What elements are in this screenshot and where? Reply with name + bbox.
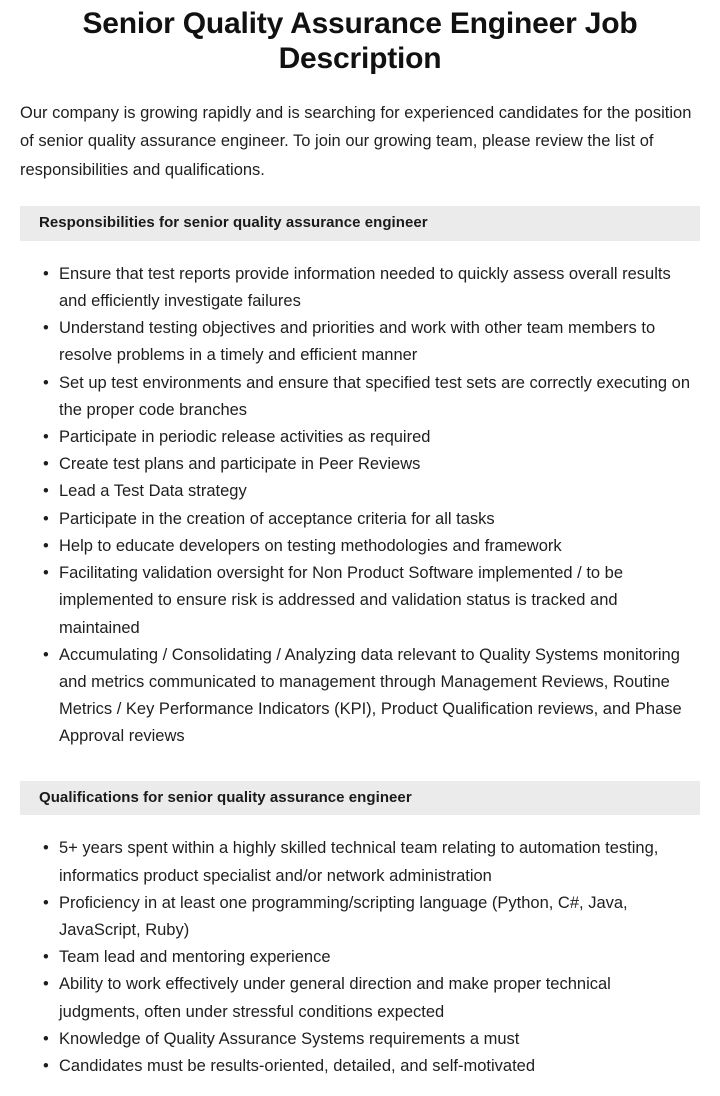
bullet-dot-icon: •: [43, 975, 49, 994]
bullet-dot-icon: •: [43, 482, 49, 501]
list-item: [43, 971, 692, 1025]
list-item-text: Ensure that test reports provide information needed to quickly assess overall results and efficiently investigate failures: [59, 264, 671, 310]
bullet-dot-icon: •: [43, 373, 49, 392]
bullet-dot-icon: •: [43, 319, 49, 338]
list-item-text: Ability to work effectively under general direction and make proper technical judgments, often under stressful conditions expected: [59, 975, 611, 1021]
list-item: [43, 890, 692, 944]
section-header-qualifications: Qualifications for senior quality assurance engineer: [20, 781, 700, 816]
list-item-text: Set up test environments and ensure that specified test sets are correctly executing on the proper code branches: [59, 373, 691, 419]
bullet-dot-icon: •: [43, 536, 49, 555]
list-item-text: Participate in the creation of acceptance criteria for all tasks: [59, 509, 495, 528]
list-item: [43, 315, 692, 369]
list-item: [43, 944, 692, 971]
bullet-dot-icon: •: [43, 948, 49, 967]
list-item: [43, 451, 692, 478]
qualifications-list: [0, 835, 720, 1080]
list-item-text: Candidates must be results-oriented, detailed, and self-motivated: [59, 1057, 536, 1076]
list-item-text: 5+ years spent within a highly skilled technical team relating to automation testing, informatics product specialist and/or network administration: [59, 839, 659, 885]
page-title: Senior Quality Assurance Engineer Job Description: [82, 7, 638, 76]
list-item: [43, 424, 692, 451]
bullet-dot-icon: •: [43, 839, 49, 858]
list-item-text: Create test plans and participate in Peer Reviews: [59, 455, 421, 474]
section-header-responsibilities: Responsibilities for senior quality assurance engineer: [20, 206, 700, 241]
intro-paragraph: Our company is growing rapidly and is searching for experienced candidates for the position of senior quality assurance engineer. To join our growing team, please review the list of responsibilities and qualifications.: [20, 103, 692, 179]
bullet-dot-icon: •: [43, 645, 49, 664]
page-bottom-spacer: [0, 1080, 720, 1096]
list-item: [43, 533, 692, 560]
list-item-text: Help to educate developers on testing methodologies and framework: [59, 536, 562, 555]
bullet-dot-icon: •: [43, 1057, 49, 1076]
list-item-text: Team lead and mentoring experience: [59, 948, 331, 967]
bullet-dot-icon: •: [43, 264, 49, 283]
list-item-text: Knowledge of Quality Assurance Systems requirements a must: [59, 1029, 520, 1048]
bullet-dot-icon: •: [43, 564, 49, 583]
list-item-text: Understand testing objectives and priorities and work with other team members to resolve problems in a timely and efficient manner: [59, 319, 656, 365]
bullet-dot-icon: •: [43, 509, 49, 528]
list-item: [43, 835, 692, 889]
list-item: [43, 478, 692, 505]
section-body-responsibilities: [0, 241, 720, 751]
list-item-text: Participate in periodic release activities as required: [59, 427, 431, 446]
list-item: [43, 370, 692, 424]
bullet-dot-icon: •: [43, 1029, 49, 1048]
bullet-dot-icon: •: [43, 893, 49, 912]
section-body-qualifications: [0, 815, 720, 1080]
section-qualifications: [0, 781, 720, 1081]
list-item-text: Lead a Test Data strategy: [59, 482, 247, 501]
list-item-text: Proficiency in at least one programming/scripting language (Python, C#, Java, JavaScript, Ruby): [59, 893, 628, 939]
list-item-text: Accumulating / Consolidating / Analyzing data relevant to Quality Systems monitoring and metrics communicated to management through Management Reviews, Routine Metrics / Key Performance Indicators (KPI), Product Qualification reviews, and Phase Approval reviews: [59, 645, 682, 746]
list-item: [43, 261, 692, 315]
list-item: [43, 506, 692, 533]
bullet-dot-icon: •: [43, 427, 49, 446]
section-responsibilities: [0, 206, 720, 751]
responsibilities-list: [0, 261, 720, 751]
list-item-text: Facilitating validation oversight for Non Product Software implemented / to be implemented to ensure risk is addressed and validation status is tracked and maintained: [59, 564, 624, 637]
list-item: [43, 642, 692, 751]
list-item: [43, 1053, 692, 1080]
list-item: [43, 1026, 692, 1053]
job-description-page: [0, 6, 720, 1096]
list-item: [43, 560, 692, 642]
bullet-dot-icon: •: [43, 455, 49, 474]
